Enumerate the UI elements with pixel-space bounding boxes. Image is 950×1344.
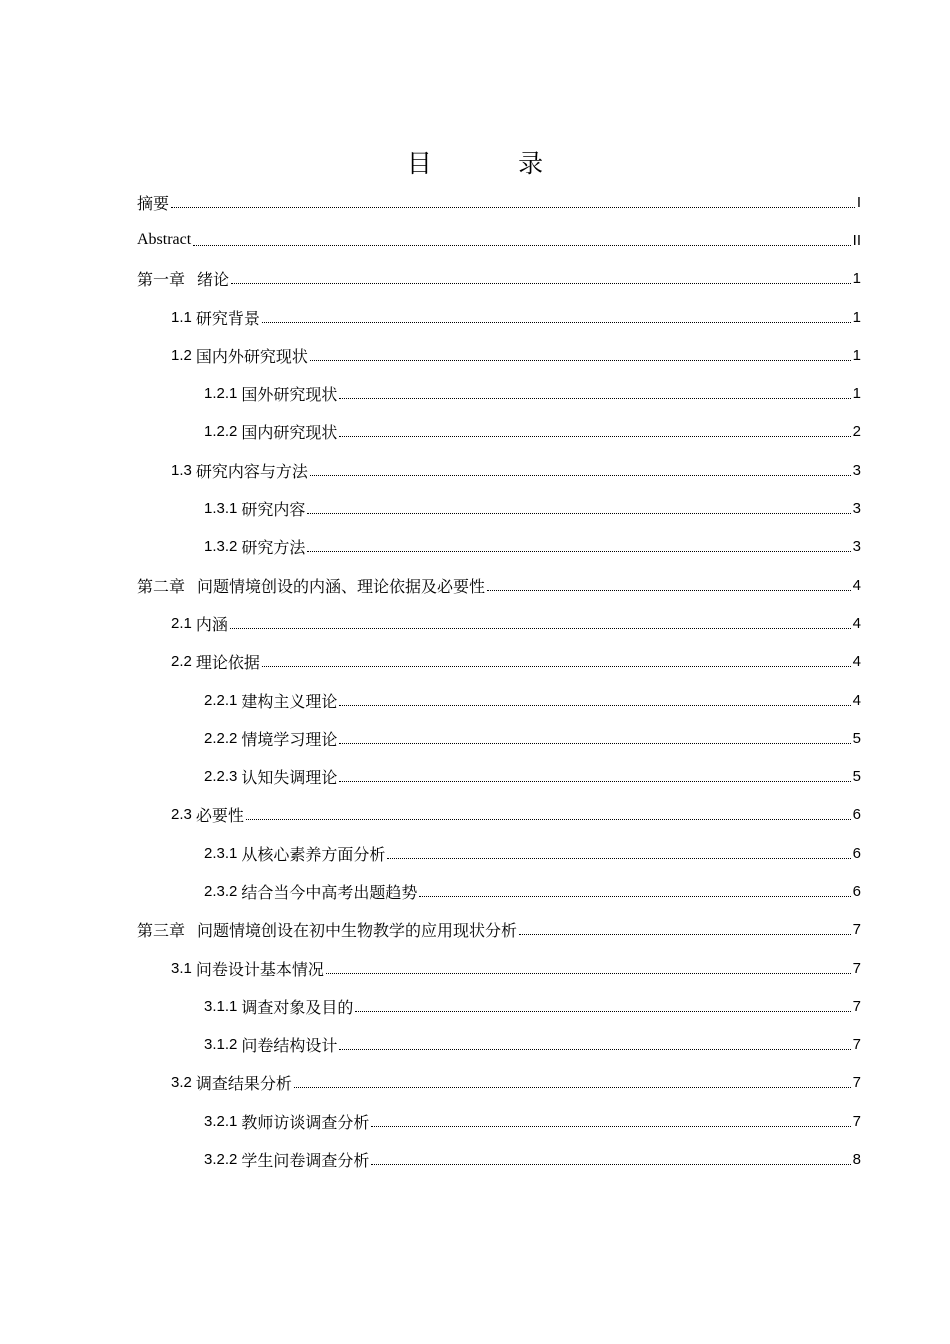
toc-entry-number: 3.1 xyxy=(171,959,192,977)
toc-entry[interactable] xyxy=(137,1064,861,1102)
toc-entry[interactable] xyxy=(137,183,861,221)
toc-entry[interactable] xyxy=(137,298,861,336)
toc-entry-text: 必要性 xyxy=(195,808,244,826)
toc-entry-number: 第三章 xyxy=(137,923,186,941)
toc-entry-text: 国外研究现状 xyxy=(241,387,338,405)
toc-entry-number: 1.2.2 xyxy=(204,423,238,441)
toc-entry[interactable] xyxy=(137,260,861,298)
dot-leader xyxy=(419,896,850,897)
toc-entry[interactable] xyxy=(137,1102,861,1140)
toc-entry[interactable] xyxy=(137,221,861,259)
toc-entry-page-number: 1 xyxy=(852,270,861,288)
dot-leader xyxy=(193,245,850,246)
toc-entry[interactable] xyxy=(137,681,861,719)
dot-leader xyxy=(310,475,851,476)
toc-entry-number: 2.2.2 xyxy=(204,729,238,747)
toc-entry-text: 从核心素养方面分析 xyxy=(241,846,386,864)
dot-leader xyxy=(310,360,851,361)
toc-entry-number: 2.3 xyxy=(171,806,192,824)
toc-entry[interactable] xyxy=(137,374,861,412)
toc-entry[interactable] xyxy=(137,528,861,566)
toc-entry-page-number: 1 xyxy=(852,385,861,403)
toc-entry-text: 情境学习理论 xyxy=(241,731,338,749)
toc-entry-number: 第二章 xyxy=(137,578,186,596)
toc-list xyxy=(137,183,861,1179)
toc-entry[interactable] xyxy=(137,566,861,604)
toc-entry-page-number: 1 xyxy=(852,308,861,326)
toc-entry[interactable] xyxy=(137,757,861,795)
toc-entry-page-number: 7 xyxy=(852,1074,861,1092)
dot-leader xyxy=(171,207,855,208)
toc-entry-number: 2.2.1 xyxy=(204,691,238,709)
toc-entry-number: 1.3.1 xyxy=(204,500,238,518)
toc-entry-text: 问卷结构设计 xyxy=(241,1038,338,1056)
toc-entry[interactable] xyxy=(137,1026,861,1064)
toc-title: 目 录 xyxy=(406,151,584,178)
toc-entry-number: 2.2.3 xyxy=(204,768,238,786)
dot-leader xyxy=(371,1126,850,1127)
toc-entry-text: 研究内容 xyxy=(241,502,306,520)
toc-entry-text: 研究方法 xyxy=(241,540,306,558)
dot-leader xyxy=(307,513,850,514)
toc-entry[interactable] xyxy=(137,987,861,1025)
dot-leader xyxy=(262,322,851,323)
dot-leader xyxy=(230,628,851,629)
toc-entry-page-number: 7 xyxy=(852,1112,861,1130)
toc-entry-page-number: I xyxy=(856,193,861,211)
toc-entry-page-number: 7 xyxy=(852,997,861,1015)
toc-entry-page-number: 6 xyxy=(852,806,861,824)
toc-entry-page-number: 6 xyxy=(852,882,861,900)
dot-leader xyxy=(387,858,850,859)
toc-entry-page-number: 2 xyxy=(852,423,861,441)
toc-entry-page-number: 6 xyxy=(852,844,861,862)
toc-entry[interactable] xyxy=(137,336,861,374)
toc-entry-number: 1.1 xyxy=(171,308,192,326)
toc-entry-text: 国内研究现状 xyxy=(241,425,338,443)
toc-entry[interactable] xyxy=(137,834,861,872)
toc-entry[interactable] xyxy=(137,451,861,489)
toc-entry-page-number: 3 xyxy=(852,500,861,518)
toc-entry-number: 第一章 xyxy=(137,272,186,290)
toc-entry-number: 1.3.2 xyxy=(204,538,238,556)
toc-entry-number: 1.3 xyxy=(171,461,192,479)
toc-entry-text: 建构主义理论 xyxy=(241,693,338,711)
toc-entry[interactable] xyxy=(137,949,861,987)
toc-entry[interactable] xyxy=(137,604,861,642)
toc-entry-number: 3.2.2 xyxy=(204,1151,238,1169)
toc-entry-text: 国内外研究现状 xyxy=(195,348,308,366)
toc-entry-text: 理论依据 xyxy=(195,655,260,673)
toc-entry-page-number: 3 xyxy=(852,461,861,479)
toc-entry-page-number: 5 xyxy=(852,729,861,747)
dot-leader xyxy=(262,666,851,667)
dot-leader xyxy=(339,705,850,706)
toc-entry[interactable] xyxy=(137,413,861,451)
toc-entry-text: 问卷设计基本情况 xyxy=(195,961,324,979)
dot-leader xyxy=(326,973,851,974)
toc-entry-text: 绪论 xyxy=(197,272,230,290)
toc-entry-number: 1.2.1 xyxy=(204,385,238,403)
dot-leader xyxy=(339,436,850,437)
toc-entry[interactable] xyxy=(137,1140,861,1178)
toc-entry-page-number: 4 xyxy=(852,691,861,709)
toc-entry-number: 3.1.2 xyxy=(204,1036,238,1054)
toc-entry[interactable] xyxy=(137,872,861,910)
toc-entry-page-number: 4 xyxy=(852,576,861,594)
toc-entry-text: 调查对象及目的 xyxy=(241,999,354,1017)
toc-entry-page-number: 3 xyxy=(852,538,861,556)
toc-entry-text: 结合当今中高考出题趋势 xyxy=(241,884,418,902)
toc-entry-text: 摘要 xyxy=(137,195,170,213)
toc-entry-page-number: 4 xyxy=(852,614,861,632)
dot-leader xyxy=(339,1049,850,1050)
dot-leader xyxy=(487,590,851,591)
toc-entry-page-number: 7 xyxy=(852,1036,861,1054)
toc-entry-number: 3.2.1 xyxy=(204,1112,238,1130)
toc-entry-number: 1.2 xyxy=(171,346,192,364)
toc-entry-page-number: 7 xyxy=(852,921,861,939)
dot-leader xyxy=(231,283,851,284)
dot-leader xyxy=(339,781,850,782)
toc-entry[interactable] xyxy=(137,489,861,527)
toc-entry[interactable] xyxy=(137,796,861,834)
toc-entry-number: 2.3.1 xyxy=(204,844,238,862)
toc-entry-text: 问题情境创设的内涵、理论依据及必要性 xyxy=(197,578,486,596)
toc-entry-text: 研究内容与方法 xyxy=(195,463,308,481)
toc-entry[interactable] xyxy=(137,643,861,681)
toc-entry-number: 3.2 xyxy=(171,1074,192,1092)
toc-entry[interactable] xyxy=(137,719,861,757)
toc-entry-text: 认知失调理论 xyxy=(241,770,338,788)
toc-entry-text: 问题情境创设在初中生物教学的应用现状分析 xyxy=(197,923,518,941)
dot-leader xyxy=(307,551,850,552)
toc-entry-page-number: II xyxy=(852,231,861,249)
toc-entry-page-number: 8 xyxy=(852,1151,861,1169)
dot-leader xyxy=(339,398,850,399)
dot-leader xyxy=(294,1087,851,1088)
toc-entry-number: 2.2 xyxy=(171,653,192,671)
dot-leader xyxy=(246,819,851,820)
toc-entry-page-number: 4 xyxy=(852,653,861,671)
toc-entry-text: 教师访谈调查分析 xyxy=(241,1114,370,1132)
toc-entry-page-number: 5 xyxy=(852,768,861,786)
dot-leader xyxy=(339,743,850,744)
toc-entry-text: 调查结果分析 xyxy=(195,1076,292,1094)
toc-entry-text: 学生问卷调查分析 xyxy=(241,1153,370,1171)
dot-leader xyxy=(371,1164,850,1165)
dot-leader xyxy=(355,1011,850,1012)
toc-entry-text: Abstract xyxy=(137,231,192,249)
toc-entry-page-number: 7 xyxy=(852,959,861,977)
toc-entry[interactable] xyxy=(137,911,861,949)
toc-entry-number: 3.1.1 xyxy=(204,997,238,1015)
toc-entry-number: 2.1 xyxy=(171,614,192,632)
toc-entry-number: 2.3.2 xyxy=(204,882,238,900)
toc-entry-text: 研究背景 xyxy=(195,310,260,328)
dot-leader xyxy=(519,934,851,935)
toc-entry-page-number: 1 xyxy=(852,346,861,364)
toc-entry-text: 内涵 xyxy=(195,616,228,634)
